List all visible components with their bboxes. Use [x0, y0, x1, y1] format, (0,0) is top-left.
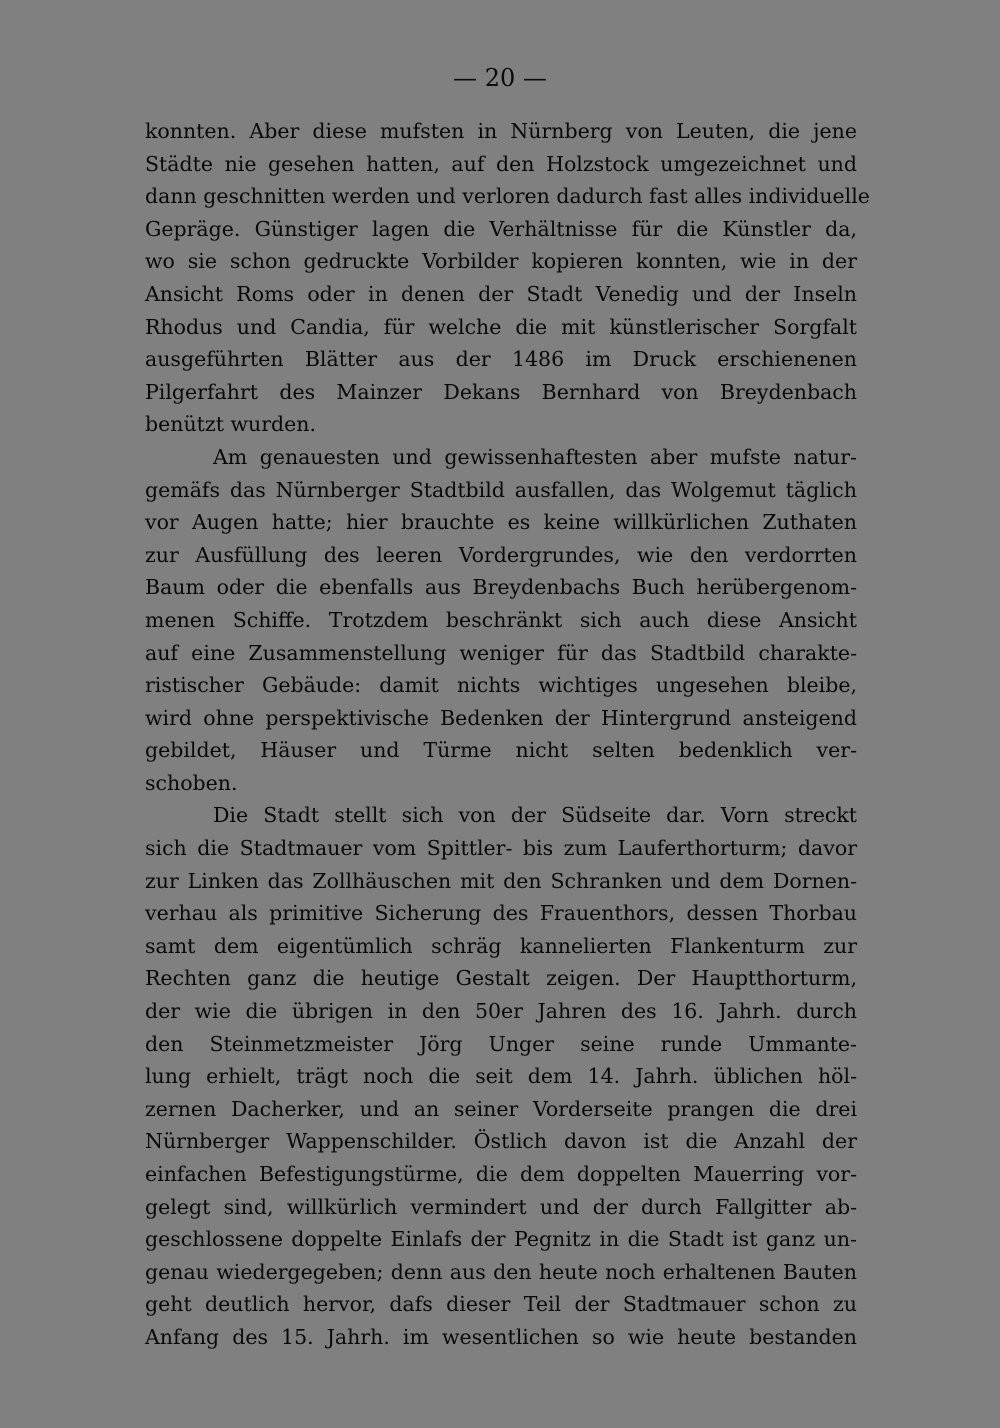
- text-line: zernen Dacherker, und an seiner Vorderseite prangen die drei: [145, 1096, 857, 1121]
- text-line: Rechten ganz die heutige Gestalt zeigen. Der Hauptthorturm,: [145, 966, 857, 991]
- text-line: Nürnberger Wappenschilder. Östlich davon ist die Anzahl der: [145, 1129, 857, 1154]
- text-line: Die Stadt stellt sich von der Südseite dar. Vorn streckt: [213, 803, 857, 828]
- paragraph: [145, 799, 857, 1353]
- text-line: Am genauesten und gewissenhaftesten aber mufste natur-: [213, 444, 857, 469]
- text-line: wo sie schon gedruckte Vorbilder kopieren konnten, wie in der: [145, 249, 857, 274]
- text-line: benützt wurden.: [145, 412, 316, 437]
- text-line: ausgeführten Blätter aus der 1486 im Druck erschienenen: [145, 347, 857, 372]
- text-line: Anfang des 15. Jahrh. im wesentlichen so wie heute bestanden: [145, 1324, 857, 1349]
- text-line: genau wiedergegeben; denn aus den heute noch erhaltenen Bauten: [145, 1259, 857, 1284]
- text-line: lung erhielt, trägt noch die seit dem 14. Jahrh. üblichen höl-: [145, 1064, 857, 1089]
- text-line: den Steinmetzmeister Jörg Unger seine runde Ummante-: [145, 1031, 857, 1056]
- text-line: dann geschnitten werden und verloren dadurch fast alles individuelle: [145, 184, 870, 209]
- text-line: menen Schiffe. Trotzdem beschränkt sich auch diese Ansicht: [145, 607, 857, 632]
- body-text: [145, 115, 870, 1354]
- text-line: Baum oder die ebenfalls aus Breydenbachs Buch herübergenom-: [145, 575, 857, 600]
- text-line: vor Augen hatte; hier brauchte es keine willkürlichen Zuthaten: [145, 510, 857, 535]
- text-line: gebildet, Häuser und Türme nicht selten bedenklich ver-: [145, 738, 857, 763]
- text-line: wird ohne perspektivische Bedenken der Hintergrund ansteigend: [145, 705, 857, 730]
- text-line: geht deutlich hervor, dafs dieser Teil der Stadtmauer schon zu: [145, 1292, 857, 1317]
- text-line: verhau als primitive Sicherung des Frauenthors, dessen Thorbau: [145, 901, 857, 926]
- text-line: gemäfs das Nürnberger Stadtbild ausfallen, das Wolgemut täglich: [145, 477, 857, 502]
- text-line: Gepräge. Günstiger lagen die Verhältnisse für die Künstler da,: [145, 216, 857, 241]
- text-line: samt dem eigentümlich schräg kannelierten Flankenturm zur: [145, 933, 857, 958]
- text-line: konnten. Aber diese mufsten in Nürnberg von Leuten, die jene: [145, 119, 857, 143]
- text-line: geschlossene doppelte Einlafs der Pegnitz in die Stadt ist ganz un-: [145, 1227, 857, 1252]
- paragraph: [145, 115, 870, 441]
- text-line: Ansicht Roms oder in denen der Stadt Venedig und der Inseln: [145, 281, 857, 306]
- text-line: auf eine Zusammenstellung weniger für das Stadtbild charakte-: [145, 640, 857, 665]
- text-line: zur Ausfüllung des leeren Vordergrundes, wie den verdorrten: [145, 542, 857, 567]
- page-number: — 20 —: [453, 64, 547, 92]
- text-line: sich die Stadtmauer vom Spittler- bis zum Lauferthorturm; davor: [145, 836, 857, 861]
- text-line: schoben.: [145, 770, 238, 795]
- text-line: gelegt sind, willkürlich vermindert und der durch Fallgitter ab-: [145, 1194, 857, 1219]
- text-line: ristischer Gebäude: damit nichts wichtiges ungesehen bleibe,: [145, 673, 857, 698]
- text-line: einfachen Befestigungstürme, die dem doppelten Mauerring vor-: [145, 1162, 857, 1186]
- text-line: Städte nie gesehen hatten, auf den Holzstock umgezeichnet und: [145, 151, 857, 176]
- text-line: zur Linken das Zollhäuschen mit den Schranken und dem Dornen-: [145, 868, 857, 893]
- text-line: der wie die übrigen in den 50er Jahren des 16. Jahrh. durch: [145, 999, 857, 1024]
- paragraph: [145, 441, 857, 800]
- text-line: Rhodus und Candia, für welche die mit künstlerischer Sorgfalt: [145, 314, 857, 339]
- text-line: Pilgerfahrt des Mainzer Dekans Bernhard von Breydenbach: [145, 379, 857, 404]
